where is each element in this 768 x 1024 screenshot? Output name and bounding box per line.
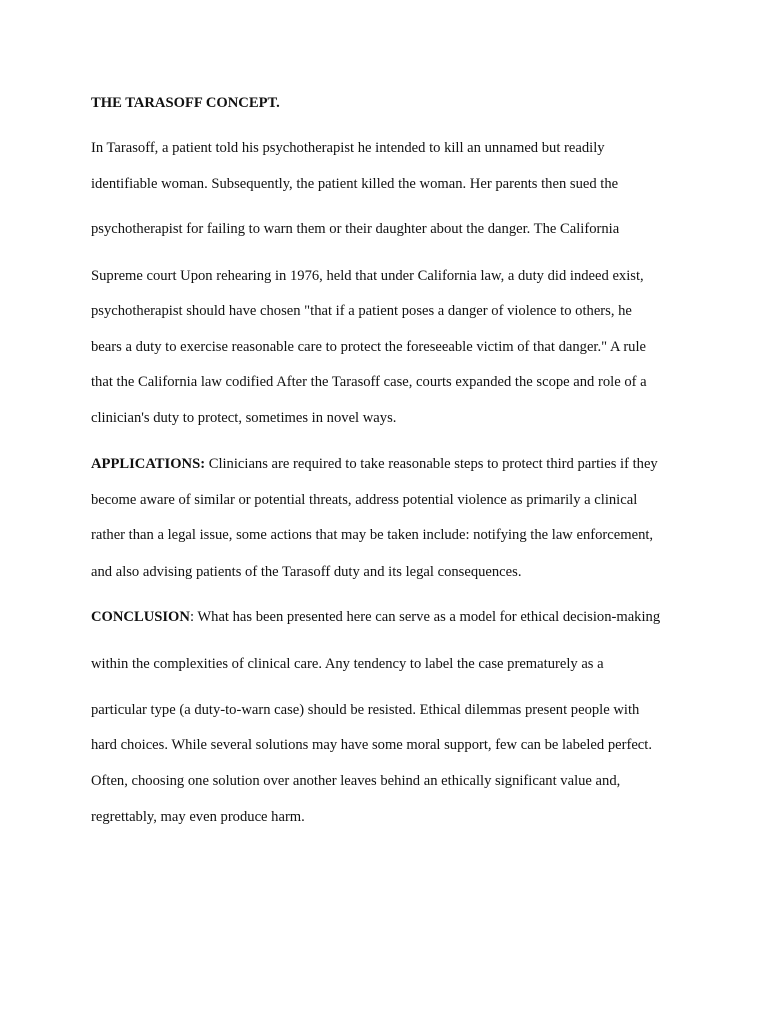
paragraph-line: particular type (a duty-to-warn case) should be resisted. Ethical dilemmas present people with <box>91 702 640 718</box>
paragraph-line: Often, choosing one solution over another leaves behind an ethically significant value and, <box>91 773 621 789</box>
paragraph-line: identifiable woman. Subsequently, the patient killed the woman. Her parents then sued the <box>91 176 619 192</box>
paragraph-line: psychotherapist for failing to warn them or their daughter about the danger. The California <box>91 221 620 237</box>
applications-text: Clinicians are required to take reasonable steps to protect third parties if they <box>205 456 658 472</box>
paragraph-line: In Tarasoff, a patient told his psychotherapist he intended to kill an unnamed but readily <box>91 140 605 156</box>
paragraph-line: clinician's duty to protect, sometimes in novel ways. <box>91 410 397 426</box>
applications-first-line <box>91 455 658 473</box>
conclusion-heading: CONCLUSION <box>91 609 190 625</box>
conclusion-first-line <box>91 608 660 626</box>
paragraph-line: and also advising patients of the Tarasoff duty and its legal consequences. <box>91 564 522 580</box>
paragraph-line: hard choices. While several solutions may have some moral support, few can be labeled perfect. <box>91 737 652 753</box>
conclusion-text: : What has been presented here can serve as a model for ethical decision-making <box>189 609 661 625</box>
paragraph-line: psychotherapist should have chosen "that if a patient poses a danger of violence to others, he <box>91 303 632 319</box>
paragraph-line: regrettably, may even produce harm. <box>91 809 305 825</box>
document-title: THE TARASOFF CONCEPT. <box>91 95 280 111</box>
paragraph-line: within the complexities of clinical care. Any tendency to label the case prematurely as a <box>91 656 604 672</box>
paragraph-line: that the California law codified After the Tarasoff case, courts expanded the scope and role of a <box>91 374 647 390</box>
paragraph-line: become aware of similar or potential threats, address potential violence as primarily a clinical <box>91 492 638 508</box>
applications-heading: APPLICATIONS: <box>91 456 206 472</box>
paragraph-line: Supreme court Upon rehearing in 1976, held that under California law, a duty did indeed exist, <box>91 268 644 284</box>
paragraph-line: bears a duty to exercise reasonable care to protect the foreseeable victim of that danger." A rule <box>91 339 647 355</box>
paragraph-line: rather than a legal issue, some actions that may be taken include: notifying the law enforcement, <box>91 527 654 543</box>
